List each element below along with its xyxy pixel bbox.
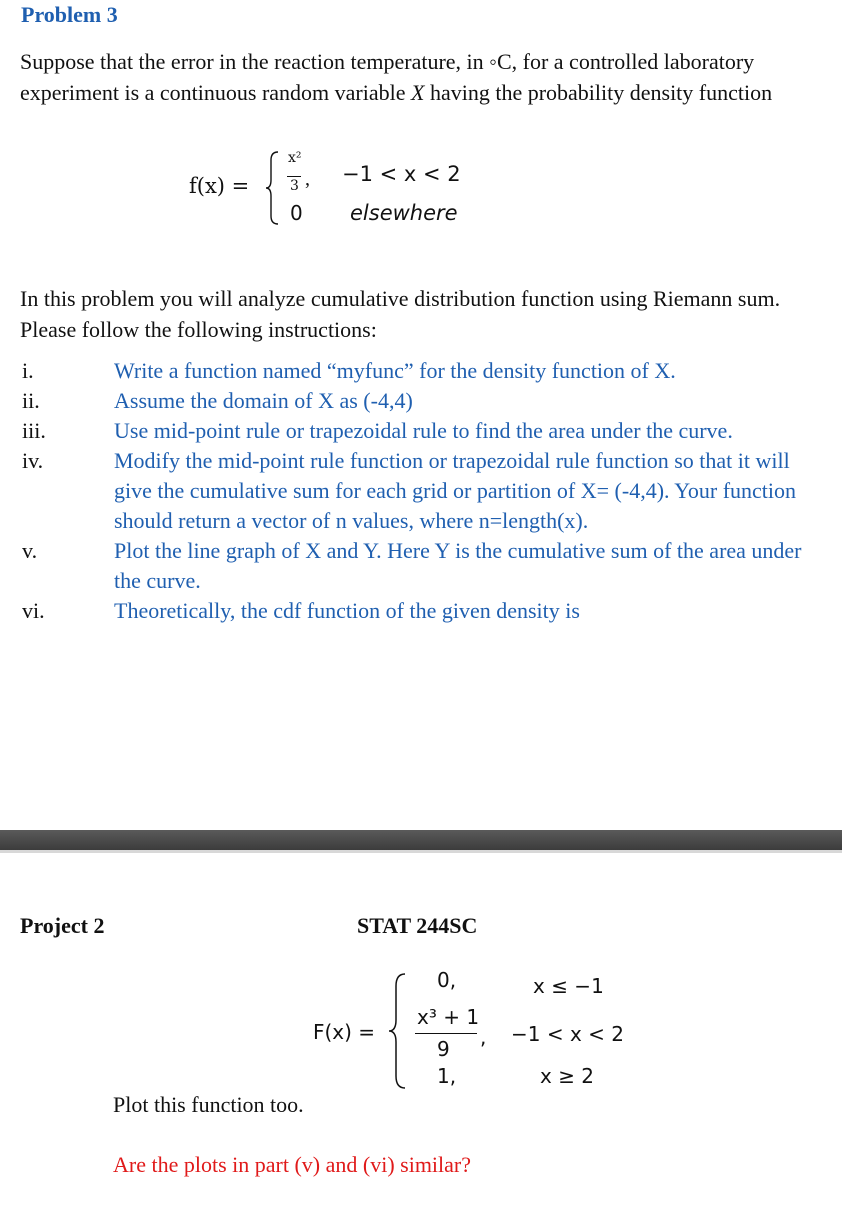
intro-paragraph	[20, 46, 820, 108]
list-item	[0, 356, 842, 386]
page-divider	[0, 830, 842, 850]
cdf-brace	[386, 972, 408, 1090]
cdf-case2-condition: −1 < x < 2	[511, 1022, 624, 1046]
list-item	[0, 596, 842, 626]
page-divider-shadow	[0, 850, 842, 853]
list-item-text: Modify the mid-point rule function or trapezoidal rule function so that it will give the cumulative sum for each grid or partition of X= (-4,4). Your function should return a vector of n values, where n=length(x).	[114, 448, 797, 533]
density-zero: 0	[290, 201, 303, 225]
project-header: Project 2	[20, 913, 105, 938]
density-fraction-bar	[287, 176, 301, 177]
cdf-case2-numerator: x³ + 1	[417, 1005, 480, 1029]
list-item-number: iii.	[22, 418, 46, 443]
list-item-number: ii.	[22, 388, 40, 413]
cdf-label: F(x) =	[313, 1020, 376, 1044]
cdf-case2-denominator: 9	[437, 1037, 450, 1061]
density-comma: ,	[305, 168, 310, 190]
list-item-text: Theoretically, the cdf function of the given density is	[114, 598, 580, 623]
density-brace	[264, 150, 280, 226]
density-label: f(x) =	[189, 174, 250, 198]
cdf-case2-fraction-bar	[415, 1033, 477, 1034]
problem-title: Problem 3	[21, 2, 118, 27]
list-item-text: Assume the domain of X as (-4,4)	[114, 388, 413, 413]
list-item-number: vi.	[22, 598, 45, 623]
list-item-text: Use mid-point rule or trapezoidal rule to find the area under the curve.	[114, 418, 733, 443]
cdf-case3-condition: x ≥ 2	[540, 1064, 595, 1088]
intro-text-end: having the probability density function	[424, 80, 773, 105]
course-header: STAT 244SC	[357, 913, 478, 938]
density-denominator: 3	[290, 178, 299, 194]
list-item-number: iv.	[22, 448, 44, 473]
list-item-text: Write a function named “myfunc” for the density function of X.	[114, 358, 676, 383]
density-numerator: x²	[288, 150, 302, 166]
analysis-paragraph: In this problem you will analyze cumulative distribution function using Riemann sum. Please follow the following instructions:	[20, 286, 781, 342]
plot-instruction: Plot this function too.	[113, 1092, 304, 1117]
comparison-question: Are the plots in part (v) and (vi) similar?	[113, 1152, 472, 1177]
list-item-number: i.	[22, 358, 34, 383]
density-range-condition: −1 < x < 2	[342, 162, 461, 186]
list-item	[0, 386, 842, 416]
cdf-case2-comma: ,	[480, 1025, 487, 1049]
list-item-text: Plot the line graph of X and Y. Here Y is the cumulative sum of the area under the curve.	[114, 538, 802, 593]
list-item	[0, 416, 842, 446]
instruction-list	[0, 356, 842, 626]
cdf-case1-value: 0,	[437, 968, 457, 992]
cdf-case1-condition: x ≤ −1	[533, 974, 604, 998]
cdf-case3-value: 1,	[437, 1064, 457, 1088]
list-item	[0, 446, 842, 536]
list-item-number: v.	[22, 538, 38, 563]
list-item	[0, 536, 842, 596]
intro-variable: X	[411, 80, 425, 105]
density-else-condition: elsewhere	[350, 201, 458, 225]
intro-text-start: Suppose that the error in the reaction temperature, in ◦C, for a controlled laboratory experiment is a continuous random variable	[20, 49, 755, 105]
